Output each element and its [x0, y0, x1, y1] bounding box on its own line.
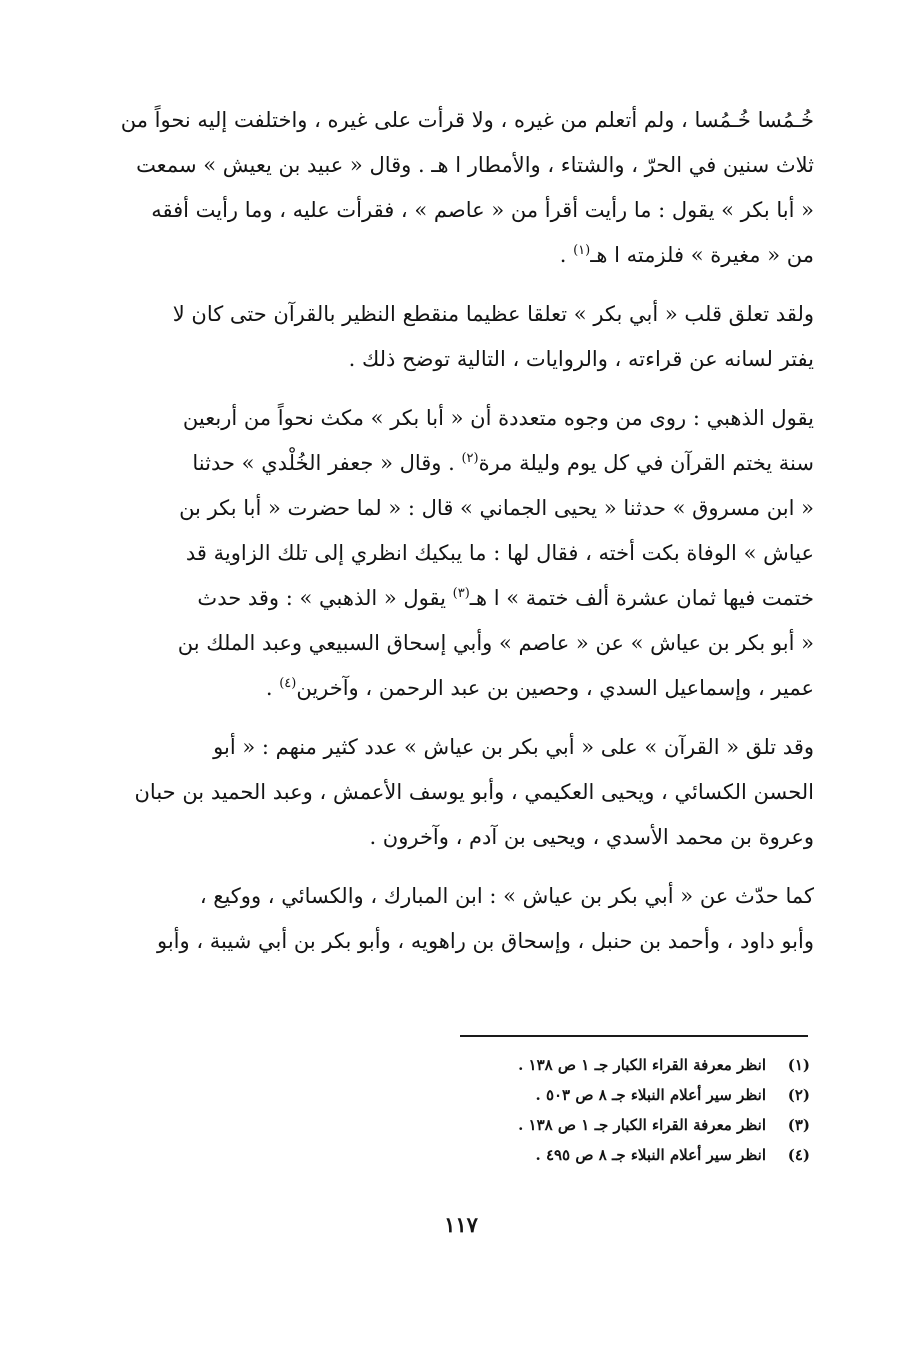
footnote-divider	[460, 1035, 808, 1037]
text-line: وعروة بن محمد الأسدي ، ويحيى بن آدم ، وآخرون .	[369, 825, 814, 849]
footnote-item	[440, 1110, 810, 1140]
footnote-text: انظر معرفة القراء الكبار جـ ١ ص ١٣٨ .	[518, 1116, 766, 1134]
line-text: من « مغيرة » فلزمته ا هـ	[590, 243, 814, 267]
main-text	[118, 98, 814, 978]
line-text: ختمت فيها ثمان عشرة ألف ختمة » ا هـ	[469, 586, 814, 610]
footnote-text: انظر معرفة القراء الكبار جـ ١ ص ١٣٨ .	[518, 1056, 766, 1074]
line-tail: .	[559, 243, 574, 267]
footnote-text: انظر سير أعلام النبلاء جـ ٨ ص ٥٠٣ .	[535, 1086, 766, 1104]
footnote-ref-3[interactable]: (٣)	[452, 586, 470, 601]
line-text: سنة يختم القرآن في كل يوم وليلة مرة	[478, 451, 814, 475]
text-line	[118, 441, 814, 486]
paragraph-2	[118, 292, 814, 382]
text-line: وأبو داود ، وأحمد بن حنبل ، وإسحاق بن راهويه ، وأبو بكر بن أبي شيبة ، وأبو	[156, 929, 814, 953]
line-text: يقول « الذهبي » : وقد حدث	[197, 586, 453, 610]
footnote-item	[440, 1140, 810, 1170]
text-line: يقول الذهبي : روى من وجوه متعددة أن « أبا بكر » مكث نحواً من أربعين	[182, 406, 814, 430]
text-line: ثلاث سنين في الحرّ ، والشتاء ، والأمطار ا هـ . وقال « عبيد بن يعيش » سمعت	[136, 153, 814, 177]
paragraph-4	[118, 725, 814, 860]
footnote-text: انظر سير أعلام النبلاء جـ ٨ ص ٤٩٥ .	[535, 1146, 766, 1164]
footnote-number: (١)	[787, 1056, 810, 1074]
text-line	[118, 233, 814, 278]
paragraph-5	[118, 874, 814, 964]
footnote-number: (٤)	[787, 1146, 810, 1164]
footnotes	[440, 1050, 810, 1170]
text-line: الحسن الكسائي ، ويحيى العكيمي ، وأبو يوسف الأعمش ، وعبد الحميد بن حبان	[134, 780, 814, 804]
page-number: ١١٧	[444, 1212, 478, 1237]
footnote-number: (٢)	[787, 1086, 810, 1104]
text-line: عياش » الوفاة بكت أخته ، فقال لها : ما يبكيك انظري إلى تلك الزاوية قد	[185, 541, 814, 565]
text-line: كما حدّث عن « أبي بكر بن عياش » : ابن المبارك ، والكسائي ، ووكيع ،	[199, 884, 814, 908]
footnote-ref-2[interactable]: (٢)	[461, 451, 479, 466]
text-line: « أبا بكر » يقول : ما رأيت أقرأ من « عاصم » ، فقرأت عليه ، وما رأيت أفقه	[151, 198, 814, 222]
line-text: عمير ، وإسماعيل السدي ، وحصين بن عبد الرحمن ، وآخرين	[296, 676, 814, 700]
text-line: وقد تلق « القرآن » على « أبي بكر بن عياش » عدد كثير منهم : « أبو	[213, 735, 814, 759]
text-line: يفتر لسانه عن قراءته ، والروايات ، التالية توضح ذلك .	[348, 347, 814, 371]
paragraph-3	[118, 396, 814, 711]
text-line	[118, 576, 814, 621]
text-line: « أبو بكر بن عياش » عن « عاصم » وأبي إسحاق السبيعي وعبد الملك بن	[177, 631, 814, 655]
line-text: . وقال « جعفر الخُلْدي » حدثنا	[192, 451, 462, 475]
footnote-number: (٣)	[787, 1116, 810, 1134]
footnote-item	[440, 1080, 810, 1110]
text-line: « ابن مسروق » حدثنا « يحيى الجماني » قال : « لما حضرت « أبا بكر بن	[179, 496, 814, 520]
footnote-ref-1[interactable]: (١)	[573, 243, 591, 258]
paragraph-1	[118, 98, 814, 278]
text-line: خُـمُسا خُـمُسا ، ولم أتعلم من غيره ، ولا قرأت على غيره ، واختلفت إليه نحواً من	[120, 108, 814, 132]
text-line	[118, 666, 814, 711]
footnote-item	[440, 1050, 810, 1080]
footnote-ref-4[interactable]: (٤)	[279, 676, 297, 691]
line-tail: .	[265, 676, 280, 700]
text-line: ولقد تعلق قلب « أبي بكر » تعلقا عظيما منقطع النظير بالقرآن حتى كان لا	[172, 302, 814, 326]
